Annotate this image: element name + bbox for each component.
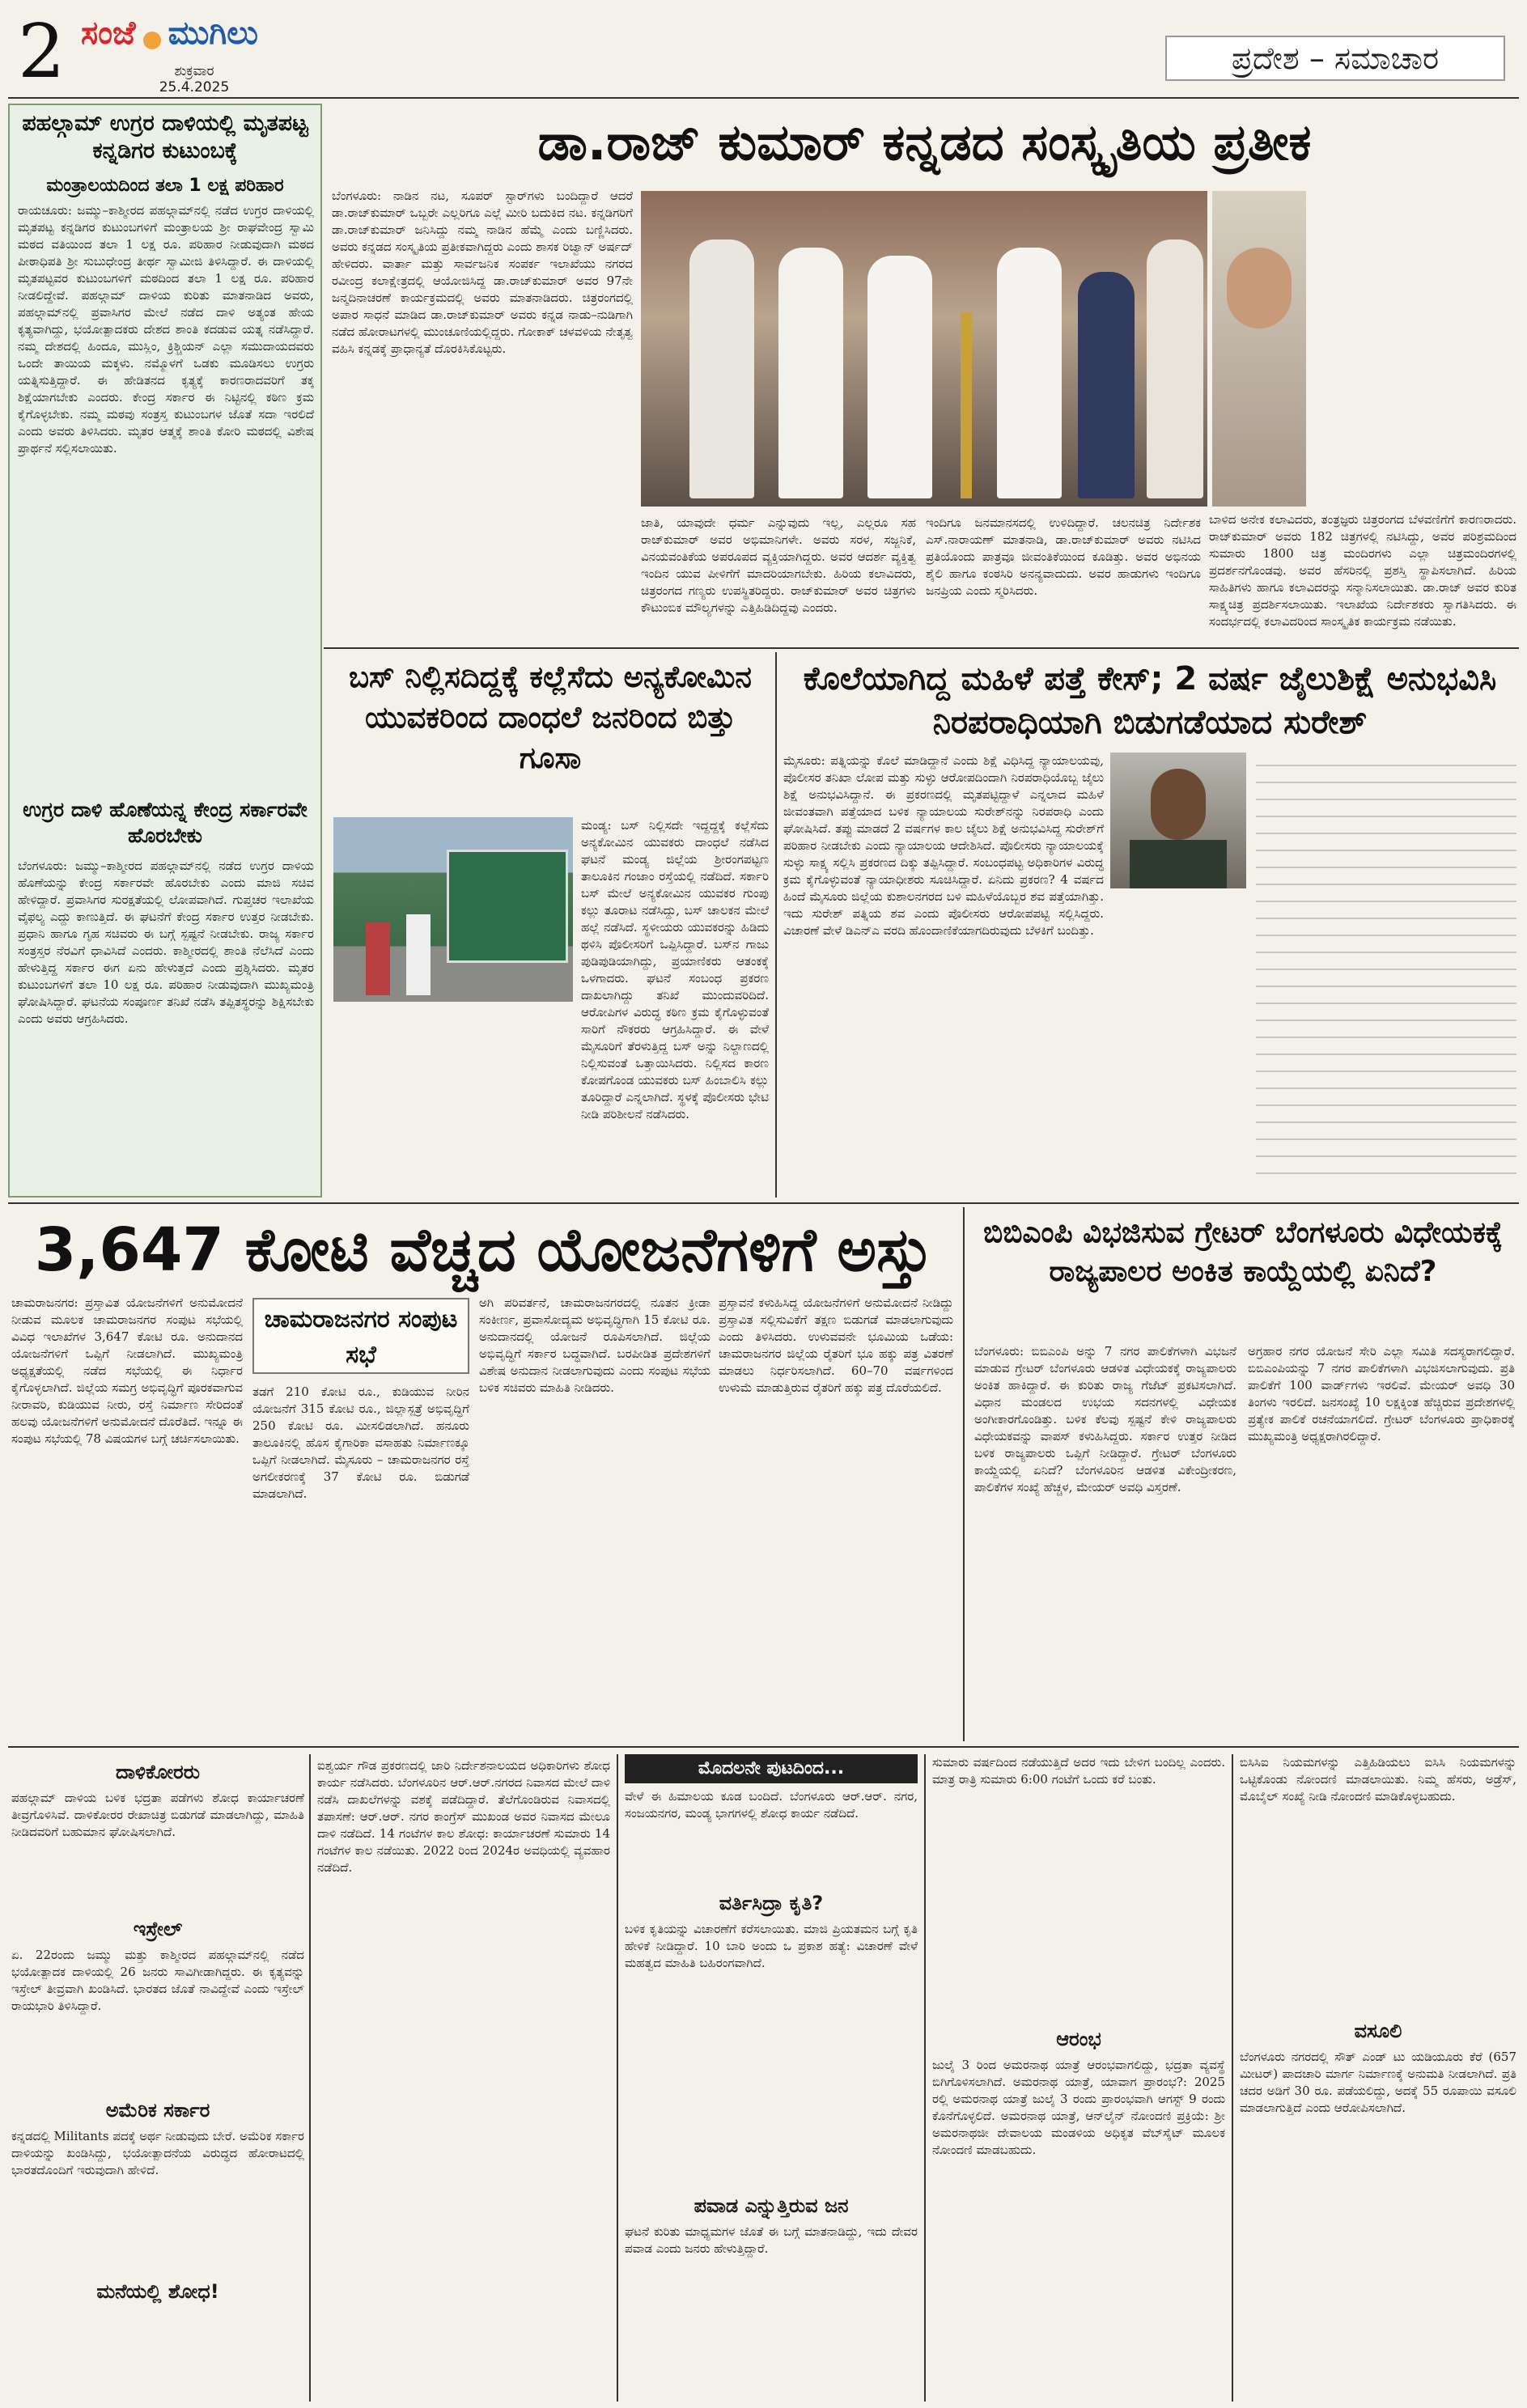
- america-head: ಅಮೆರಿಕ ಸರ್ಕಾರ: [105, 2099, 210, 2122]
- bottom-col-1: [11, 1754, 304, 2402]
- bus-photo: [333, 817, 573, 1002]
- rajkumar-headline: ಡಾ.ರಾಜ್ ಕುಮಾರ್ ಕನ್ನಡದ ಸಂಸ್ಕೃತಿಯ ಪ್ರತೀಕ: [537, 112, 1312, 172]
- cont-body: ವೇಳೆ ಈ ಹಿಮಾಲಯ ಕೂಡ ಬಂದಿದೆ. ಬೆಂಗಳೂರು ಆರ್.ಆರ್. ನಗರ, ಸಂಜಯನಗರ, ಮಂಡ್ಯ ಭಾಗಗಳಲ್ಲಿ ಶೋಧ ಕಾರ್ಯ ನಡೆದಿದೆ.: [625, 1789, 918, 1821]
- dignitary-figure: [689, 240, 754, 498]
- rajkumar-col-2: ಜಾತಿ, ಯಾವುದೇ ಧರ್ಮ ಎನ್ನುವುದು ಇಲ್ಲ, ಎಲ್ಲರೂ ಸಹ ರಾಜ್‌ಕುಮಾರ್ ಅವರ ಅಭಿಮಾನಿಗಳೇ. ಅವರು ಸರಳ, ಸಜ್ಜನಿಕೆ, ವಿನಯವಂತಿಕೆಯ ಅಪರೂಪದ ವ್ಯಕ್ತಿಯಾಗಿದ್ದರು. ಅವರ ಆದರ್ಶ ವ್ಯಕ್ತಿತ್ವ ಇಂದಿನ ಯುವ ಪೀಳಿಗೆಗೆ ಮಾದರಿಯಾಗಬೇಕು. ಹಿರಿಯ ಕಲಾವಿದರು, ಚಿತ್ರರಂಗದ ಗಣ್ಯರು ಉಪಸ್ಥಿತರಿದ್ದರು. ರಾಜ್‌ಕುಮಾರ್ ಅವರ ಚಿತ್ರಗಳು ಕೌಟುಂಬಿಕ ಮೌಲ್ಯಗಳನ್ನು ಎತ್ತಿಹಿಡಿದಿದ್ದವು ಎಂದರು.: [641, 515, 916, 615]
- rule-below-rajkumar: [324, 647, 1519, 649]
- issue-date: 25.4.2025: [159, 79, 230, 95]
- pahalgam-story: [8, 104, 322, 1198]
- pahalgam-body: ರಾಯಚೂರು: ಜಮ್ಮು–ಕಾಶ್ಮೀರದ ಪಹಲ್ಗಾಮ್‌ನಲ್ಲಿ ನಡೆದ ಉಗ್ರರ ದಾಳಿಯಲ್ಲಿ ಮೃತಪಟ್ಟ ಕನ್ನಡಿಗರ ಕುಟುಂಬಗಳಿಗೆ ಮಂತ್ರಾಲಯ ಶ್ರೀ ರಾಘವೇಂದ್ರ ಸ್ವಾಮಿ ಮಠದ ವತಿಯಿಂದ ತಲಾ 1 ಲಕ್ಷ ರೂ. ಪರಿಹಾರ ನೀಡುವುದಾಗಿ ಮಠದ ಪೀಠಾಧಿಪತಿ ಶ್ರೀ ಸುಬುಧೇಂದ್ರ ತೀರ್ಥ ಸ್ವಾಮೀಜಿ ತಿಳಿಸಿದ್ದಾರೆ. ಈ ದಾಳಿಯಲ್ಲಿ ಮೃತಪಟ್ಟವರ ಕುಟುಂಬಗಳಿಗೆ ಮಠದಿಂದ ತಲಾ 1 ಲಕ್ಷ ರೂ. ಪರಿಹಾರ ನೀಡಲಿದ್ದೇವೆ. ಪಹಲ್ಗಾಮ್ ದಾಳಿಯ ಕುರಿತು ಮಾತನಾಡಿದ ಅವರು, ಪಹಲ್ಗಾಮ್‌ನಲ್ಲಿ ಪ್ರವಾಸಿಗರ ಮೇಲೆ ನಡೆದ ದಾಳಿ ಅತ್ಯಂತ ಹೇಯ ಕೃತ್ಯವಾಗಿದ್ದು, ಭಯೋತ್ಪಾದಕರು ದೇಶದ ಶಾಂತಿ ಕದಡುವ ಯತ್ನ ನಡೆಸಿದ್ದಾರೆ. ನಮ್ಮ ದೇಶದಲ್ಲಿ ಹಿಂದೂ, ಮುಸ್ಲಿಂ, ಕ್ರಿಶ್ಚಿಯನ್ ಎಲ್ಲಾ ಸಮುದಾಯದವರು ಒಂದೇ ತಾಯಿಯ ಮಕ್ಕಳು. ನಮ್ಮೊಳಗೆ ಒಡಕು ಮೂಡಿಸಲು ಉಗ್ರರು ಯತ್ನಿಸುತ್ತಿದ್ದಾರೆ. ಈ ಹೇಡಿತನದ ಕೃತ್ಯಕ್ಕೆ ಕಾರಣರಾದವರಿಗೆ ತಕ್ಕ ಶಿಕ್ಷೆಯಾಗಬೇಕು ಎಂದರು. ಕೇಂದ್ರ ಸರ್ಕಾರ ಈ ನಿಟ್ಟಿನಲ್ಲಿ ಕಠಿಣ ಕ್ರಮ ಕೈಗೊಳ್ಳಬೇಕು. ನಮ್ಮ ಮಠವು ಸಂತ್ರಸ್ತ ಕುಟುಂಬಗಳ ಜೊತೆ ಸದಾ ಇರಲಿದೆ ಎಂದು ಅವರು ತಿಳಿಸಿದರು. ಮೃತರ ಆತ್ಮಕ್ಕೆ ಶಾಂತಿ ಕೋರಿ ಮಠದಲ್ಲಿ ವಿಶೇಷ ಪ್ರಾರ್ಥನೆ ಸಲ್ಲಿಸಲಾಯಿತು.: [18, 203, 314, 456]
- logo-sanje: ಸಂಜೆ: [81, 15, 136, 52]
- pahalgam-subhead: ಮಂತ್ರಾಲಯದಿಂದ ತಲಾ 1 ಲಕ್ಷ ಪರಿಹಾರ: [46, 176, 284, 196]
- crowd-figure: [366, 922, 390, 995]
- masthead: [0, 0, 1527, 97]
- dignitary-figure: [778, 248, 843, 498]
- sun-icon: [143, 32, 161, 49]
- col5-body: ಬಿಸಿಸಿಐ ನಿಯಮಗಳನ್ನು ಎತ್ತಿಹಿಡಿಯಲು ಐಸಿಸಿ ನಿಯಮಗಳನ್ನು ಒಟ್ಟಿಕೊಂಡು ನೋಂದಣಿ ಮಾಡಲಾಯಿತು. ನಿಮ್ಮ ಹೆಸರು, ಅಡ್ರೆಸ್, ಮೊಬೈಲ್ ಸಂಖ್ಯೆ ನೀಡಿ ನೋಂದಣಿ ಮಾಡಿಕೊಳ್ಳಬಹುದು.: [1240, 1755, 1516, 1804]
- paper-logo: [81, 15, 299, 63]
- col4-body-2: ಜುಲೈ 3 ರಿಂದ ಅಮರನಾಥ ಯಾತ್ರೆ ಆರಂಭವಾಗಲಿದ್ದು, ಭದ್ರತಾ ವ್ಯವಸ್ಥೆ ಬಿಗಿಗೊಳಿಸಲಾಗಿದೆ. ಅಮರನಾಥ ಯಾತ್ರೆ, ಯಾವಾಗ ಪ್ರಾರಂಭ?: 2025 ರಲ್ಲಿ ಅಮರನಾಥ ಯಾತ್ರೆ ಜುಲೈ 3 ರಂದು ಪ್ರಾರಂಭವಾಗಿ ಆಗಸ್ಟ್ 9 ರಂದು ಕೊನೆಗೊಳ್ಳಲಿದೆ. ಅಮರನಾಥ ಯಾತ್ರೆ, ಆನ್‌ಲೈನ್ ನೋಂದಣಿ ಪ್ರಕ್ರಿಯೆ: ಶ್ರೀ ಅಮರನಾಥಜೀ ದೇವಾಲಯ ಮಂಡಳಿಯ ಅಧಿಕೃತ ವೆಬ್‌ಸೈಟ್ ಮೂಲಕ ನೋಂದಣಿ ಮಾಡಬಹುದು.: [932, 2058, 1225, 2157]
- bottom-col-5: [1240, 1754, 1516, 2402]
- rule-bottom-1: [309, 1754, 311, 2402]
- pahalgam-body-2: ಬೆಂಗಳೂರು: ಜಮ್ಮು–ಕಾಶ್ಮೀರದ ಪಹಲ್ಗಾಮ್‌ನಲ್ಲಿ ನಡೆದ ಉಗ್ರರ ದಾಳಿಯ ಹೊಣೆಯನ್ನು ಕೇಂದ್ರ ಸರ್ಕಾರವೇ ಹೊರಬೇಕು ಎಂದು ಮಾಜಿ ಸಚಿವ ಹೇಳಿದ್ದಾರೆ. ಪ್ರವಾಸಿಗರ ಸುರಕ್ಷತೆಯಲ್ಲಿ ಲೋಪವಾಗಿದೆ. ಗುಪ್ತಚರ ಇಲಾಖೆಯ ವೈಫಲ್ಯ ಎದ್ದು ಕಾಣುತ್ತಿದೆ. ಈ ಘಟನೆಗೆ ಕೇಂದ್ರ ಸರ್ಕಾರ ಉತ್ತರ ನೀಡಬೇಕು. ಪ್ರಧಾನಿ ಹಾಗೂ ಗೃಹ ಸಚಿವರು ಈ ಬಗ್ಗೆ ಸ್ಪಷ್ಟನೆ ನೀಡಬೇಕು. ರಾಜ್ಯ ಸರ್ಕಾರ ಸಂತ್ರಸ್ತರ ನೆರವಿಗೆ ಧಾವಿಸಿದೆ ಎಂದರು. ಕಾಶ್ಮೀರದಲ್ಲಿ ಶಾಂತಿ ನೆಲೆಸಿದೆ ಎಂದು ಹೇಳುತ್ತಿದ್ದ ಸರ್ಕಾರ ಈಗ ಏನು ಹೇಳುತ್ತದೆ ಎಂದು ಪ್ರಶ್ನಿಸಿದರು. ಮೃತರ ಕುಟುಂಬಗಳಿಗೆ ತಲಾ 10 ಲಕ್ಷ ರೂ. ಪರಿಹಾರ ನೀಡುವುದಾಗಿ ಮುಖ್ಯಮಂತ್ರಿ ಘೋಷಿಸಿದ್ದಾರೆ. ಘಟನೆಯ ಸಂಪೂರ್ಣ ತನಿಖೆ ನಡೆಸಿ ತಪ್ಪಿತಸ್ಥರನ್ನು ಶಿಕ್ಷಿಸಬೇಕು ಎಂದು ಅವರು ಆಗ್ರಹಿಸಿದರು.: [18, 858, 314, 1026]
- front-page-cont-tab: ಮೊದಲನೇ ಪುಟದಿಂದ...: [625, 1754, 918, 1783]
- pahalgam-subhead-2: ಉಗ್ರರ ದಾಳಿ ಹೊಣೆಯನ್ನ ಕೇಂದ್ರ ಸರ್ಕಾರವೇ ಹೊರಬೇಕು: [23, 798, 308, 847]
- col4-body: ಸುಮಾರು ವರ್ಷದಿಂದ ನಡೆಯುತ್ತಿದೆ ಅದರ ಇದು ಬೇಳಿಗ ಬಂದಿಲ್ಲ ಎಂದರು. ಮಾತ್ರ ರಾತ್ರಿ ಸುಮಾರು 6:00 ಗಂಟೆಗೆ ಒಂದು ಕರೆ ಬಂತು.: [932, 1755, 1225, 1787]
- page-number: 2: [18, 8, 66, 95]
- suresh-shirt: [1130, 840, 1227, 888]
- bus-body: ಮಂಡ್ಯ: ಬಸ್ ನಿಲ್ಲಿಸದೇ ಇದ್ದದ್ದಕ್ಕೆ ಕಲ್ಲೆಸೆದು ಅನ್ಯಕೋಮಿನ ಯುವಕರು ದಾಂಧಲೆ ನಡೆಸಿದ ಘಟನೆ ಮಂಡ್ಯ ಜಿಲ್ಲೆಯ ಶ್ರೀರಂಗಪಟ್ಟಣ ತಾಲೂಕಿನ ಗಂಜಾಂ ರಸ್ತೆಯಲ್ಲಿ ನಡೆದಿದೆ. ಸರ್ಕಾರಿ ಬಸ್ ಮೇಲೆ ಅನ್ಯಕೋಮಿನ ಯುವಕರ ಗುಂಪು ಕಲ್ಲು ತೂರಾಟ ನಡೆಸಿದ್ದು, ಬಸ್ ಚಾಲಕನ ಮೇಲೆ ಹಲ್ಲೆ ನಡೆಸಿದೆ. ಸ್ಥಳೀಯರು ಯುವಕರನ್ನು ಹಿಡಿದು ಥಳಿಸಿ ಪೊಲೀಸರಿಗೆ ಒಪ್ಪಿಸಿದ್ದಾರೆ. ಬಸ್‌ನ ಗಾಜು ಪುಡಿಪುಡಿಯಾಗಿದ್ದು, ಪ್ರಯಾಣಿಕರು ಆತಂಕಕ್ಕೆ ಒಳಗಾದರು. ಘಟನೆ ಸಂಬಂಧ ಪ್ರಕರಣ ದಾಖಲಾಗಿದ್ದು ತನಿಖೆ ಮುಂದುವರಿದಿದೆ. ಆರೋಪಿಗಳ ವಿರುದ್ಧ ಕಠಿಣ ಕ್ರಮ ಕೈಗೊಳ್ಳುವಂತೆ ಸಾರಿಗೆ ನೌಕರರು ಆಗ್ರಹಿಸಿದ್ದಾರೆ. ಈ ವೇಳೆ ಮೈಸೂರಿಗೆ ತೆರಳುತ್ತಿದ್ದ ಬಸ್ ಅನ್ನು ನಿಲ್ದಾಣದಲ್ಲಿ ನಿಲ್ಲಿಸುವಂತೆ ಒತ್ತಾಯಿಸಿದರು. ನಿಲ್ಲಿಸದ ಕಾರಣ ಕೋಪಗೊಂಡ ಯುವಕರು ಬಸ್ ಹಿಂಬಾಲಿಸಿ ಕಲ್ಲು ತೂರಿದ್ದಾರೆ ಎನ್ನಲಾಗಿದೆ. ಸ್ಥಳಕ್ಕೆ ಪೊಲೀಸರು ಭೇಟಿ ನೀಡಿ ಪರಿಶೀಲನೆ ನಡೆಸಿದರು.: [581, 818, 769, 1121]
- israel-body: ಏ. 22ರಂದು ಜಮ್ಮು ಮತ್ತು ಕಾಶ್ಮೀರದ ಪಹಲ್ಗಾಮ್‌ನಲ್ಲಿ ನಡೆದ ಭಯೋತ್ಪಾದಕ ದಾಳಿಯಲ್ಲಿ 26 ಜನರು ಸಾವಿಗೀಡಾಗಿದ್ದರು. ಈ ಕೃತ್ಯವನ್ನು ಇಸ್ರೇಲ್ ತೀವ್ರವಾಗಿ ಖಂಡಿಸಿದೆ. ಭಾರತದ ಜೊತೆ ನಾವಿದ್ದೇವೆ ಎಂದು ಇಸ್ರೇಲ್ ರಾಯಭಾರಿ ತಿಳಿಸಿದ್ದಾರೆ.: [11, 1948, 304, 2013]
- rajkumar-event-photo: [641, 191, 1207, 507]
- house-search-head: ಮನೆಯಲ್ಲಿ ಶೋಧ!: [96, 2280, 219, 2303]
- suresh-body: ಮೈಸೂರು: ಪತ್ನಿಯನ್ನು ಕೊಲೆ ಮಾಡಿದ್ದಾನೆ ಎಂದು ಶಿಕ್ಷೆ ವಿಧಿಸಿದ್ದ ನ್ಯಾಯಾಲಯವು, ಪೊಲೀಸರ ತನಿಖಾ ಲೋಪ ಮತ್ತು ಸುಳ್ಳು ಆರೋಪದಿಂದಾಗಿ ನಿರಪರಾಧಿಯೊಬ್ಬ ಜೈಲು ಶಿಕ್ಷೆ ಅನುಭವಿಸಿದ್ದಾನೆ. ಈ ಪ್ರಕರಣದಲ್ಲಿ ಮೃತಪಟ್ಟಿದ್ದಾಳೆ ಎನ್ನಲಾದ ಮಹಿಳೆ ಜೀವಂತವಾಗಿ ಪತ್ತೆಯಾದ ಬಳಿಕ ನ್ಯಾಯಾಲಯ ಸುರೇಶ್‌ನನ್ನು ನಿರಪರಾಧಿ ಎಂದು ಘೋಷಿಸಿದೆ. ತಪ್ಪು ಮಾಡದೆ 2 ವರ್ಷಗಳ ಕಾಲ ಜೈಲು ಶಿಕ್ಷೆ ಅನುಭವಿಸಿದ್ದ ಸುರೇಶ್‌ಗೆ ಪರಿಹಾರ ನೀಡಬೇಕು ಎಂದು ನ್ಯಾಯಾಲಯ ಆದೇಶಿಸಿದೆ. ಪೊಲೀಸರು ನ್ಯಾಯಾಲಯಕ್ಕೆ ಸುಳ್ಳು ಸಾಕ್ಷ್ಯ ಸಲ್ಲಿಸಿ ಪ್ರಕರಣದ ದಿಕ್ಕು ತಪ್ಪಿಸಿದ್ದಾರೆ. ಸಂಬಂಧಪಟ್ಟ ಅಧಿಕಾರಿಗಳ ವಿರುದ್ಧ ಕ್ರಮ ಕೈಗೊಳ್ಳುವಂತೆ ನ್ಯಾಯಾಧೀಶರು ಸೂಚಿಸಿದ್ದಾರೆ. ಏನಿದು ಪ್ರಕರಣ? 4 ವರ್ಷದ ಹಿಂದೆ ಮೈಸೂರು ಜಿಲ್ಲೆಯ ಕುಶಾಲನಗರದ ಬಳಿ ಮಹಿಳೆಯೊಬ್ಬರ ಶವ ಪತ್ತೆಯಾಗಿತ್ತು. ಇದು ಸುರೇಶ್ ಪತ್ನಿಯ ಶವ ಎಂದು ಪೊಲೀಸರು ಆರೋಪಪಟ್ಟಿ ಸಲ್ಲಿಸಿದ್ದರು. ವಿಚಾರಣೆ ವೇಳೆ ಡಿಎನ್‌ಎ ವರದಿ ಹೊಂದಾಣಿಕೆಯಾಗದಿರುವುದು ಬೆಳಕಿಗೆ ಬಂದಿತ್ತು.: [783, 753, 1104, 938]
- rajkumar-col-3: ಇಂದಿಗೂ ಜನಮಾನಸದಲ್ಲಿ ಉಳಿದಿದ್ದಾರೆ. ಚಲನಚಿತ್ರ ನಿರ್ದೇಶಕ ಎಸ್.ನಾರಾಯಣ್ ಮಾತನಾಡಿ, ಡಾ.ರಾಜ್‌ಕುಮಾರ್ ಅವರು ನಟಿಸಿದ ಪ್ರತಿಯೊಂದು ಪಾತ್ರವೂ ಜೀವಂತಿಕೆಯಿಂದ ಕೂಡಿತ್ತು. ಅವರ ಅಭಿನಯ ಶೈಲಿ ಹಾಗೂ ಕಂಠಸಿರಿ ಅನನ್ಯವಾದುದು. ಅವರ ಹಾಡುಗಳು ಇಂದಿಗೂ ಜನಪ್ರಿಯ ಎಂದು ಸ್ಮರಿಸಿದರು.: [926, 515, 1201, 598]
- rule-bottom-4: [1232, 1754, 1233, 2402]
- dignitary-figure: [1078, 272, 1135, 498]
- logo-mugilu: ಮುಗಿಲು: [168, 15, 258, 52]
- bottom-col-4: [932, 1754, 1225, 2402]
- attackers-body: ಪಹಲ್ಗಾಮ್ ದಾಳಿಯ ಬಳಿಕ ಭದ್ರತಾ ಪಡೆಗಳು ಶೋಧ ಕಾರ್ಯಾಚರಣೆ ತೀವ್ರಗೊಳಿಸಿವೆ. ದಾಳಿಕೋರರ ರೇಖಾಚಿತ್ರ ಬಿಡುಗಡೆ ಮಾಡಲಾಗಿದ್ದು, ಮಾಹಿತಿ ನೀಡಿದವರಿಗೆ ಬಹುಮಾನ ಘೋಷಿಸಲಾಗಿದೆ.: [11, 1791, 304, 1839]
- rajkumar-col-4: ಬಾಳಿದ ಅನೇಕ ಕಲಾವಿದರು, ತಂತ್ರಜ್ಞರು ಚಿತ್ರರಂಗದ ಬೆಳವಣಿಗೆಗೆ ಕಾರಣರಾದರು. ರಾಜ್‌ಕುಮಾರ್ ಅವರು 182 ಚಿತ್ರಗಳಲ್ಲಿ ನಟಿಸಿದ್ದು, ಅವರ ಪರಿಶ್ರಮದಿಂದ ಸುಮಾರು 1800 ಚಿತ್ರ ಮಂದಿರಗಳು ಎಲ್ಲಾ ಚಿತ್ರಮಂದಿರಗಳಲ್ಲಿ ಪ್ರದರ್ಶನಗೊಂಡವು. ಅವರ ಹೆಸರಿನಲ್ಲಿ ಪ್ರಶಸ್ತಿ ಸ್ಥಾಪಿಸಲಾಗಿದೆ. ಹಿರಿಯ ಸಾಹಿತಿಗಳು ಹಾಗೂ ಕಲಾವಿದರನ್ನು ಸನ್ಮಾನಿಸಲಾಯಿತು. ಡಾ.ರಾಜ್ ಅವರ ಕುರಿತ ಸಾಕ್ಷ್ಯಚಿತ್ರ ಪ್ರದರ್ಶಿಸಲಾಯಿತು. ಇಲಾಖೆಯ ನಿರ್ದೇಶಕರು ಸ್ವಾಗತಿಸಿದರು. ಈ ಸಂದರ್ಭದಲ್ಲಿ ಕಲಾವಿದರಿಂದ ಸಾಂಸ್ಕೃತಿಕ ಕಾರ್ಯಕ್ರಮ ನಡೆಯಿತು.: [1209, 512, 1516, 629]
- dignitary-figure: [997, 248, 1062, 498]
- suresh-body-cont: [1256, 752, 1516, 1189]
- pahalgam-headline: ಪಹಲ್ಗಾಮ್ ಉಗ್ರರ ದಾಳಿಯಲ್ಲಿ ಮೃತಪಟ್ಟ ಕನ್ನಡಿಗರ ಕುಟುಂಬಕ್ಕೆ: [22, 111, 308, 163]
- gba-col-2: ಅಗ್ರಹಾರ ನಗರ ಯೋಜನೆ ಸೇರಿ ಎಲ್ಲಾ ಸಮಿತಿ ಸದಸ್ಯರಾಗಲಿದ್ದಾರೆ. ಬಿಬಿಎಂಪಿಯನ್ನು 7 ನಗರ ಪಾಲಿಕೆಗಳಾಗಿ ವಿಭಜಿಸಲಾಗುವುದು. ಪ್ರತಿ ಪಾಲಿಕೆಗೆ 100 ವಾರ್ಡ್‌ಗಳು ಇರಲಿವೆ. ಮೇಯರ್ ಅವಧಿ 30 ತಿಂಗಳು ಇರಲಿದೆ. ಜನಸಂಖ್ಯೆ 10 ಲಕ್ಷಕ್ಕಿಂತ ಹೆಚ್ಚಿರುವ ಪ್ರದೇಶಗಳಲ್ಲಿ ಪ್ರತ್ಯೇಕ ಪಾಲಿಕೆ ರಚನೆಯಾಗಲಿದೆ. ಗ್ರೇಟರ್ ಬೆಂಗಳೂರು ಪ್ರಾಧಿಕಾರಕ್ಕೆ ಮುಖ್ಯಮಂತ್ರಿ ಅಧ್ಯಕ್ಷರಾಗಿರಲಿದ್ದಾರೆ.: [1248, 1344, 1515, 1444]
- rule-bus-suresh: [775, 652, 777, 1198]
- masthead-rule: [8, 97, 1519, 99]
- bus-shape: [447, 850, 568, 963]
- suresh-face: [1151, 769, 1206, 840]
- schemes-headline: 3,647 ಕೋಟಿ ವೆಚ್ಚದ ಯೋಜನೆಗಳಿಗೆ ಅಸ್ತು: [34, 1215, 933, 1285]
- suresh-headline: ಕೊಲೆಯಾಗಿದ್ದ ಮಹಿಳೆ ಪತ್ತೆ ಕೇಸ್; 2 ವರ್ಷ ಜೈಲುಶಿಕ್ಷೆ ಅನುಭವಿಸಿ ನಿರಪರಾಧಿಯಾಗಿ ಬಿಡುಗಡೆಯಾದ ಸುರೇಶ್: [803, 660, 1497, 741]
- suresh-photo: [1110, 752, 1246, 888]
- gba-col-1: ಬೆಂಗಳೂರು: ಬಿಬಿಎಂಪಿ ಅನ್ನು 7 ನಗರ ಪಾಲಿಕೆಗಳಾಗಿ ವಿಭಜನೆ ಮಾಡುವ ಗ್ರೇಟರ್ ಬೆಂಗಳೂರು ಆಡಳಿತ ವಿಧೇಯಕಕ್ಕೆ ರಾಜ್ಯಪಾಲರು ಅಂಕಿತ ಹಾಕಿದ್ದಾರೆ. ಈ ಕುರಿತು ರಾಜ್ಯ ಗೆಜೆಟ್ ಪ್ರಕಟಿಸಲಾಗಿದೆ. ವಿಧಾನ ಮಂಡಲದ ಉಭಯ ಸದನಗಳಲ್ಲಿ ವಿಧೇಯಕ ಅಂಗೀಕಾರಗೊಂಡಿತ್ತು. ಬಳಿಕ ಕೆಲವು ಸ್ಪಷ್ಟನೆ ಕೇಳಿ ರಾಜ್ಯಪಾಲರು ವಿಧೇಯಕವನ್ನು ವಾಪಸ್ ಕಳುಹಿಸಿದ್ದರು. ಸರ್ಕಾರ ಉತ್ತರ ನೀಡಿದ ಬಳಿಕ ರಾಜ್ಯಪಾಲರು ಒಪ್ಪಿಗೆ ನೀಡಿದ್ದಾರೆ. ಗ್ರೇಟರ್ ಬೆಂಗಳೂರು ಕಾಯ್ದೆಯಲ್ಲಿ ಏನಿದೆ? ಬೆಂಗಳೂರಿನ ಆಡಳಿತ ವಿಕೇಂದ್ರೀಕರಣ, ಪಾಲಿಕೆಗಳ ಸಂಖ್ಯೆ ಹೆಚ್ಚಳ, ಮೇಯರ್ ಅವಧಿ ವಿಸ್ತರಣೆ.: [974, 1344, 1236, 1494]
- bus-headline: ಬಸ್ ನಿಲ್ಲಿಸದಿದ್ದಕ್ಕೆ ಕಲ್ಲೆಸೆದು ಅನ್ಯಕೋಮಿನ ಯುವಕರಿಂದ ದಾಂಧಲೆ ಜನರಿಂದ ಬಿತ್ತು ಗೂಸಾ: [348, 659, 753, 775]
- issue-day: ಶುಕ್ರವಾರ: [174, 63, 214, 79]
- bottom-col-3: [625, 1754, 918, 2402]
- col5-body-2: ಬೆಂಗಳೂರು ನಗರದಲ್ಲಿ ಸೌತ್ ಎಂಡ್ ಟು ಯಡಿಯೂರು ಕೆರೆ (657 ಮೀಟರ್) ಪಾದಚಾರಿ ಮಾರ್ಗ ನಿರ್ಮಾಣಕ್ಕೆ ಅನುಮತಿ ನೀಡಲಾಗಿದೆ. ಪ್ರತಿ ಚದರ ಅಡಿಗೆ 30 ರೂ. ಪಡೆಯಲಿದ್ದು, ಅದಕ್ಕೆ 55 ರೂಪಾಯಿ ವಸೂಲಿ ಮಾಡಲಾಗುತ್ತಿದೆ ಎಂದು ಆರೋಪಿಸಲಾಗಿದೆ.: [1240, 2050, 1516, 2115]
- gba-headline: ಬಿಬಿಎಂಪಿ ವಿಭಜಿಸುವ ಗ್ರೇಟರ್ ಬೆಂಗಳೂರು ವಿಧೇಯಕಕ್ಕೆ ರಾಜ್ಯಪಾಲರ ಅಂಕಿತ ಕಾಯ್ದೆಯಲ್ಲಿ ಏನಿದೆ?: [983, 1216, 1503, 1288]
- kriti-body: ಬಳಿಕ ಕೃತಿಯನ್ನು ವಿಚಾರಣೆಗೆ ಕರೆಸಲಾಯಿತು. ಮಾಜಿ ಪ್ರಿಯತಮನ ಬಗ್ಗೆ ಕೃತಿ ಹೇಳಿಕೆ ನೀಡಿದ್ದಾರೆ. 10 ಬಾರಿ ಅಂದು ಒ ಪ್ರಕಾಶ ಹತ್ಯೆ: ವಿಚಾರಣೆ ವೇಳೆ ಮಹತ್ವದ ಮಾಹಿತಿ ಬಹಿರಂಗವಾಗಿದೆ.: [625, 1922, 918, 1970]
- bottom-col-2: ಐಶ್ವರ್ಯ ಗೌಡ ಪ್ರಕರಣದಲ್ಲಿ ಜಾರಿ ನಿರ್ದೇಶನಾಲಯದ ಅಧಿಕಾರಿಗಳು ಶೋಧ ಕಾರ್ಯ ನಡೆಸಿದರು. ಬೆಂಗಳೂರಿನ ಆರ್.ಆರ್.ನಗರದ ನಿವಾಸದ ಮೇಲೆ ದಾಳಿ ನಡೆಸಿ ದಾಖಲೆಗಳನ್ನು ವಶಕ್ಕೆ ಪಡೆದಿದ್ದಾರೆ. ತೆಲೆಗೊಂಡಿರುವ ನಿವಾಸದಲ್ಲಿ ತಪಾಸಣೆ: ಆರ್.ಆರ್. ನಗರ ಕಾಂಗ್ರೆಸ್ ಮುಖಂಡ ಅವರ ನಿವಾಸದ ಮೇಲೂ ದಾಳಿ ನಡೆದಿದೆ. 14 ಗಂಟೆಗಳ ಕಾಲ ಶೋಧ: ಕಾರ್ಯಾಚರಣೆ ಸುಮಾರು 14 ಗಂಟೆಗಳ ಕಾಲ ನಡೆಯಿತು. 2022 ರಿಂದ 2024ರ ಅವಧಿಯಲ್ಲಿ ವ್ಯವಹಾರ ನಡೆದಿದೆ.: [317, 1758, 610, 1875]
- rule-bottom-3: [924, 1754, 926, 2402]
- schemes-box: ಚಾಮರಾಜನಗರ ಸಂಪುಟ ಸಭೆ: [252, 1298, 469, 1374]
- start-head: ಆರಂಭ: [1056, 2028, 1101, 2050]
- section-label: ಪ್ರದೇಶ – ಸಮಾಚಾರ: [1165, 36, 1505, 81]
- dignitary-figure: [867, 256, 932, 498]
- america-body: ಕನ್ನಡದಲ್ಲಿ Militants ಪದಕ್ಕೆ ಅರ್ಥ ನೀಡುವುದು ಬೇರೆ. ಅಮೆರಿಕ ಸರ್ಕಾರ ದಾಳಿಯನ್ನು ಖಂಡಿಸಿದ್ದು, ಭಯೋತ್ಪಾದನೆಯ ವಿರುದ್ಧದ ಹೋರಾಟದಲ್ಲಿ ಭಾರತದೊಂದಿಗೆ ಇರುವುದಾಗಿ ಹೇಳಿದೆ.: [11, 2129, 304, 2177]
- lamp-icon: [961, 312, 972, 498]
- recovery-head: ವಸೂಲಿ: [1354, 2020, 1402, 2042]
- miracle-body: ಘಟನೆ ಕುರಿತು ಮಾಧ್ಯಮಗಳ ಜೊತೆ ಈ ಬಗ್ಗೆ ಮಾತನಾಡಿದ್ದು, ಇದು ದೇವರ ಪವಾಡ ಎಂದು ಜನರು ಹೇಳುತ್ತಿದ್ದಾರೆ.: [625, 2224, 918, 2256]
- rule-below-crime: [8, 1202, 1519, 1204]
- rule-below-schemes: [8, 1746, 1519, 1748]
- rule-schemes-gba: [963, 1207, 965, 1741]
- schemes-col-2: ತಡಗೆ 210 ಕೋಟಿ ರೂ., ಕುಡಿಯುವ ನೀರಿನ ಯೋಜನೆಗೆ 315 ಕೋಟಿ ರೂ., ಜಿಲ್ಲಾಸ್ಪತ್ರೆ ಅಭಿವೃದ್ಧಿಗೆ 250 ಕೋಟಿ ರೂ. ಮೀಸಲಿಡಲಾಗಿದೆ. ಹನೂರು ತಾಲೂಕಿನಲ್ಲಿ ಹೊಸ ಕೈಗಾರಿಕಾ ವಸಾಹತು ನಿರ್ಮಾಣಕ್ಕೂ ಒಪ್ಪಿಗೆ ನೀಡಲಾಗಿದೆ. ಮೈಸೂರು – ಚಾಮರಾಜನಗರ ರಸ್ತೆ ಅಗಲೀಕರಣಕ್ಕೆ 37 ಕೋಟಿ ರೂ. ಬಿಡುಗಡೆ ಮಾಡಲಾಗಿದೆ.: [252, 1384, 469, 1501]
- dignitary-figure: [1147, 240, 1203, 498]
- miracle-head: ಪವಾಡ ಎನ್ನುತ್ತಿರುವ ಜನ: [694, 2194, 849, 2217]
- rule-bottom-2: [617, 1754, 618, 2402]
- attackers-head: ದಾಳಿಕೋರರು: [115, 1761, 201, 1783]
- israel-head: ಇಸ್ರೇಲ್: [133, 1918, 183, 1940]
- schemes-col-1: ಚಾಮರಾಜನಗರ: ಪ್ರಸ್ತಾವಿತ ಯೋಜನೆಗಳಿಗೆ ಅನುಮೋದನೆ ನೀಡುವ ಮೂಲಕ ಚಾಮರಾಜನಗರ ಸಂಪುಟ ಸಭೆಯಲ್ಲಿ ವಿವಿಧ ಇಲಾಖೆಗಳ 3,647 ಕೋಟಿ ರೂ. ಅನುದಾನದ ಯೋಜನೆಗಳಿಗೆ ಒಪ್ಪಿಗೆ ನೀಡಲಾಗಿದೆ. ಮುಖ್ಯಮಂತ್ರಿ ಅಧ್ಯಕ್ಷತೆಯಲ್ಲಿ ನಡೆದ ಸಭೆಯಲ್ಲಿ ಈ ನಿರ್ಧಾರ ಕೈಗೊಳ್ಳಲಾಗಿದೆ. ಜಿಲ್ಲೆಯ ಸಮಗ್ರ ಅಭಿವೃದ್ಧಿಗೆ ಪೂರಕವಾಗುವ ನೀರಾವರಿ, ಕುಡಿಯುವ ನೀರು, ರಸ್ತೆ ನಿರ್ಮಾಣ ಸೇರಿದಂತೆ ಹಲವು ಯೋಜನೆಗಳಿಗೆ ಅನುಮೋದನೆ ದೊರೆತಿದೆ. ಇನ್ನೂ ಈ ಸಂಪುಟ ಸಭೆಯಲ್ಲಿ 78 ವಿಷಯಗಳ ಬಗ್ಗೆ ಚರ್ಚಿಸಲಾಯಿತು.: [11, 1295, 243, 1446]
- kriti-head: ವರ್ತಿಸಿದ್ರಾ ಕೃತಿ?: [719, 1892, 824, 1914]
- schemes-col-3: ಅಗಿ ಪರಿವರ್ತನೆ, ಚಾಮರಾಜನಗರದಲ್ಲಿ ನೂತನ ಕ್ರೀಡಾ ಸಂಕೀರ್ಣ, ಪ್ರವಾಸೋದ್ಯಮ ಅಭಿವೃದ್ಧಿಗಾಗಿ 15 ಕೋಟಿ ರೂ. ಅನುದಾನದಲ್ಲಿ ಯೋಜನೆ ರೂಪಿಸಲಾಗಿದೆ. ಜಿಲ್ಲೆಯ ಅಭಿವೃದ್ಧಿಗೆ ಸರ್ಕಾರ ಬದ್ಧವಾಗಿದೆ. ಬರಪೀಡಿತ ಪ್ರದೇಶಗಳಿಗೆ ವಿಶೇಷ ಅನುದಾನ ನೀಡಲಾಗುವುದು ಎಂದು ಸಂಪುಟ ಸಭೆಯ ಬಳಿಕ ಸಚಿವರು ಮಾಹಿತಿ ನೀಡಿದರು.: [479, 1295, 710, 1395]
- rajkumar-col-1: ಬೆಂಗಳೂರು: ನಾಡಿನ ನಟ, ಸೂಪರ್ ಸ್ಟಾರ್‌ಗಳು ಬಂದಿದ್ದಾರೆ ಆದರೆ ಡಾ.ರಾಜ್‌ಕುಮಾರ್ ಒಬ್ಬರೇ ಎಲ್ಲರಿಗೂ ಎಲ್ಲೆ ಮೀರಿ ಬದುಕಿದ ನಟ. ಕನ್ನಡಿಗರಿಗೆ ಡಾ.ರಾಜ್‌ಕುಮಾರ್ ಜನಿಸಿದ್ದು ನಮ್ಮ ನಾಡಿನ ಹೆಮ್ಮೆ ಎಂದು ಬಣ್ಣಿಸಿದರು. ಅವರು ಕನ್ನಡದ ಸಂಸ್ಕೃತಿಯ ಪ್ರತೀಕವಾಗಿದ್ದರು ಎಂದು ಶಾಸಕ ರಿಜ್ವಾನ್ ಅರ್ಷದ್ ಹೇಳಿದರು. ವಾರ್ತಾ ಮತ್ತು ಸಾರ್ವಜನಿಕ ಸಂಪರ್ಕ ಇಲಾಖೆಯು ನಗರದ ರವೀಂದ್ರ ಕಲಾಕ್ಷೇತ್ರದಲ್ಲಿ ಆಯೋಜಿಸಿದ್ದ ಡಾ.ರಾಜ್‌ಕುಮಾರ್ ಅವರ 97ನೇ ಜನ್ಮದಿನಾಚರಣೆ ಕಾರ್ಯಕ್ರಮದಲ್ಲಿ ಅವರು ಮಾತನಾಡಿದರು. ಚಿತ್ರರಂಗದಲ್ಲಿ ಅಪಾರ ಸಾಧನೆ ಮಾಡಿದ ಡಾ.ರಾಜ್‌ಕುಮಾರ್ ಅವರು ಕನ್ನಡ ನಾಡು–ನುಡಿಗಾಗಿ ನಡೆದ ಹೋರಾಟಗಳಲ್ಲಿ ಮುಂಚೂಣಿಯಲ್ಲಿದ್ದರು. ಗೋಕಾಕ್ ಚಳವಳಿಯ ನೇತೃತ್ವ ವಹಿಸಿ ಕನ್ನಡಕ್ಕೆ ಪ್ರಾಧಾನ್ಯತೆ ದೊರಕಿಸಿಕೊಟ್ಟರು.: [332, 189, 633, 356]
- crowd-figure: [406, 914, 431, 995]
- schemes-col-4: ಪ್ರಸ್ತಾವನೆ ಕಳುಹಿಸಿದ್ದ ಯೋಜನೆಗಳಿಗೆ ಅನುಮೋದನೆ ನೀಡಿದ್ದು ಪ್ರಸ್ತಾವಿತ ಸಲ್ಲಿಸುವಿಕೆಗೆ ತಕ್ಷಣ ಬಿಡುಗಡೆ ಮಾಡಲಾಗುವುದು ಎಂದು ತಿಳಿಸಿದರು. ಉಳುವವನೇ ಭೂಮಿಯ ಒಡೆಯ: ಚಾಮರಾಜನಗರ ಜಿಲ್ಲೆಯ ರೈತರಿಗೆ ಭೂ ಹಕ್ಕು ಪತ್ರ ವಿತರಣೆ ಮಾಡಲು ನಿರ್ಧರಿಸಲಾಗಿದೆ. 60–70 ವರ್ಷಗಳಿಂದ ಉಳುಮೆ ಮಾಡುತ್ತಿರುವ ರೈತರಿಗೆ ಹಕ್ಕು ಪತ್ರ ದೊರೆಯಲಿದೆ.: [719, 1295, 953, 1395]
